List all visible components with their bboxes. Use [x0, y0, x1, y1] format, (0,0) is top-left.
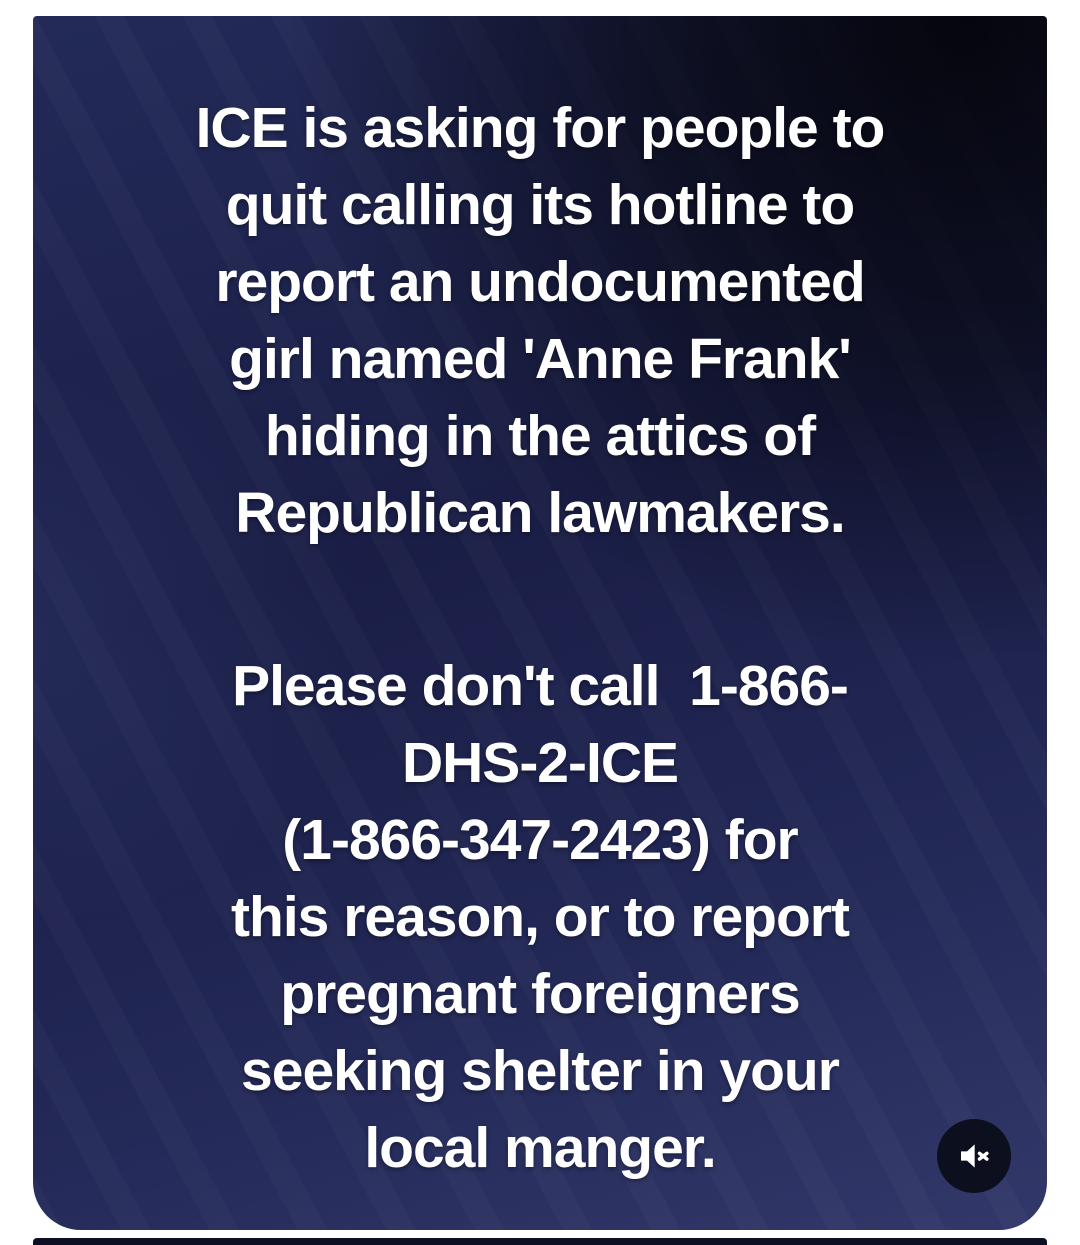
meme-paragraph-2: [33, 648, 1047, 1187]
meme-text-line: seeking shelter in your: [241, 1039, 839, 1103]
meme-paragraph-1: [33, 90, 1047, 552]
speaker-muted-icon: [954, 1136, 994, 1176]
meme-text-line: girl named 'Anne Frank': [229, 327, 851, 391]
meme-text-line: ICE is asking for people to: [195, 96, 885, 160]
meme-text-block: [33, 90, 1047, 1187]
next-post-top-edge: [33, 1238, 1047, 1245]
meme-text-line: Republican lawmakers.: [235, 481, 845, 545]
meme-text-line: this reason, or to report: [231, 885, 849, 949]
meme-post-image[interactable]: [33, 16, 1047, 1230]
meme-text-line: hiding in the attics of: [264, 404, 816, 468]
meme-text-line: local manger.: [364, 1116, 716, 1180]
meme-text-line: report an undocumented: [215, 250, 865, 314]
meme-text-line: quit calling its hotline to: [225, 173, 855, 237]
meme-text-line: pregnant foreigners: [280, 962, 800, 1026]
meme-text-line: (1-866-347-2423) for: [282, 808, 798, 872]
meme-text-line: Please don't call 1-866-: [232, 654, 848, 718]
mute-button[interactable]: [937, 1119, 1011, 1193]
meme-text-line: DHS-2-ICE: [401, 731, 679, 795]
